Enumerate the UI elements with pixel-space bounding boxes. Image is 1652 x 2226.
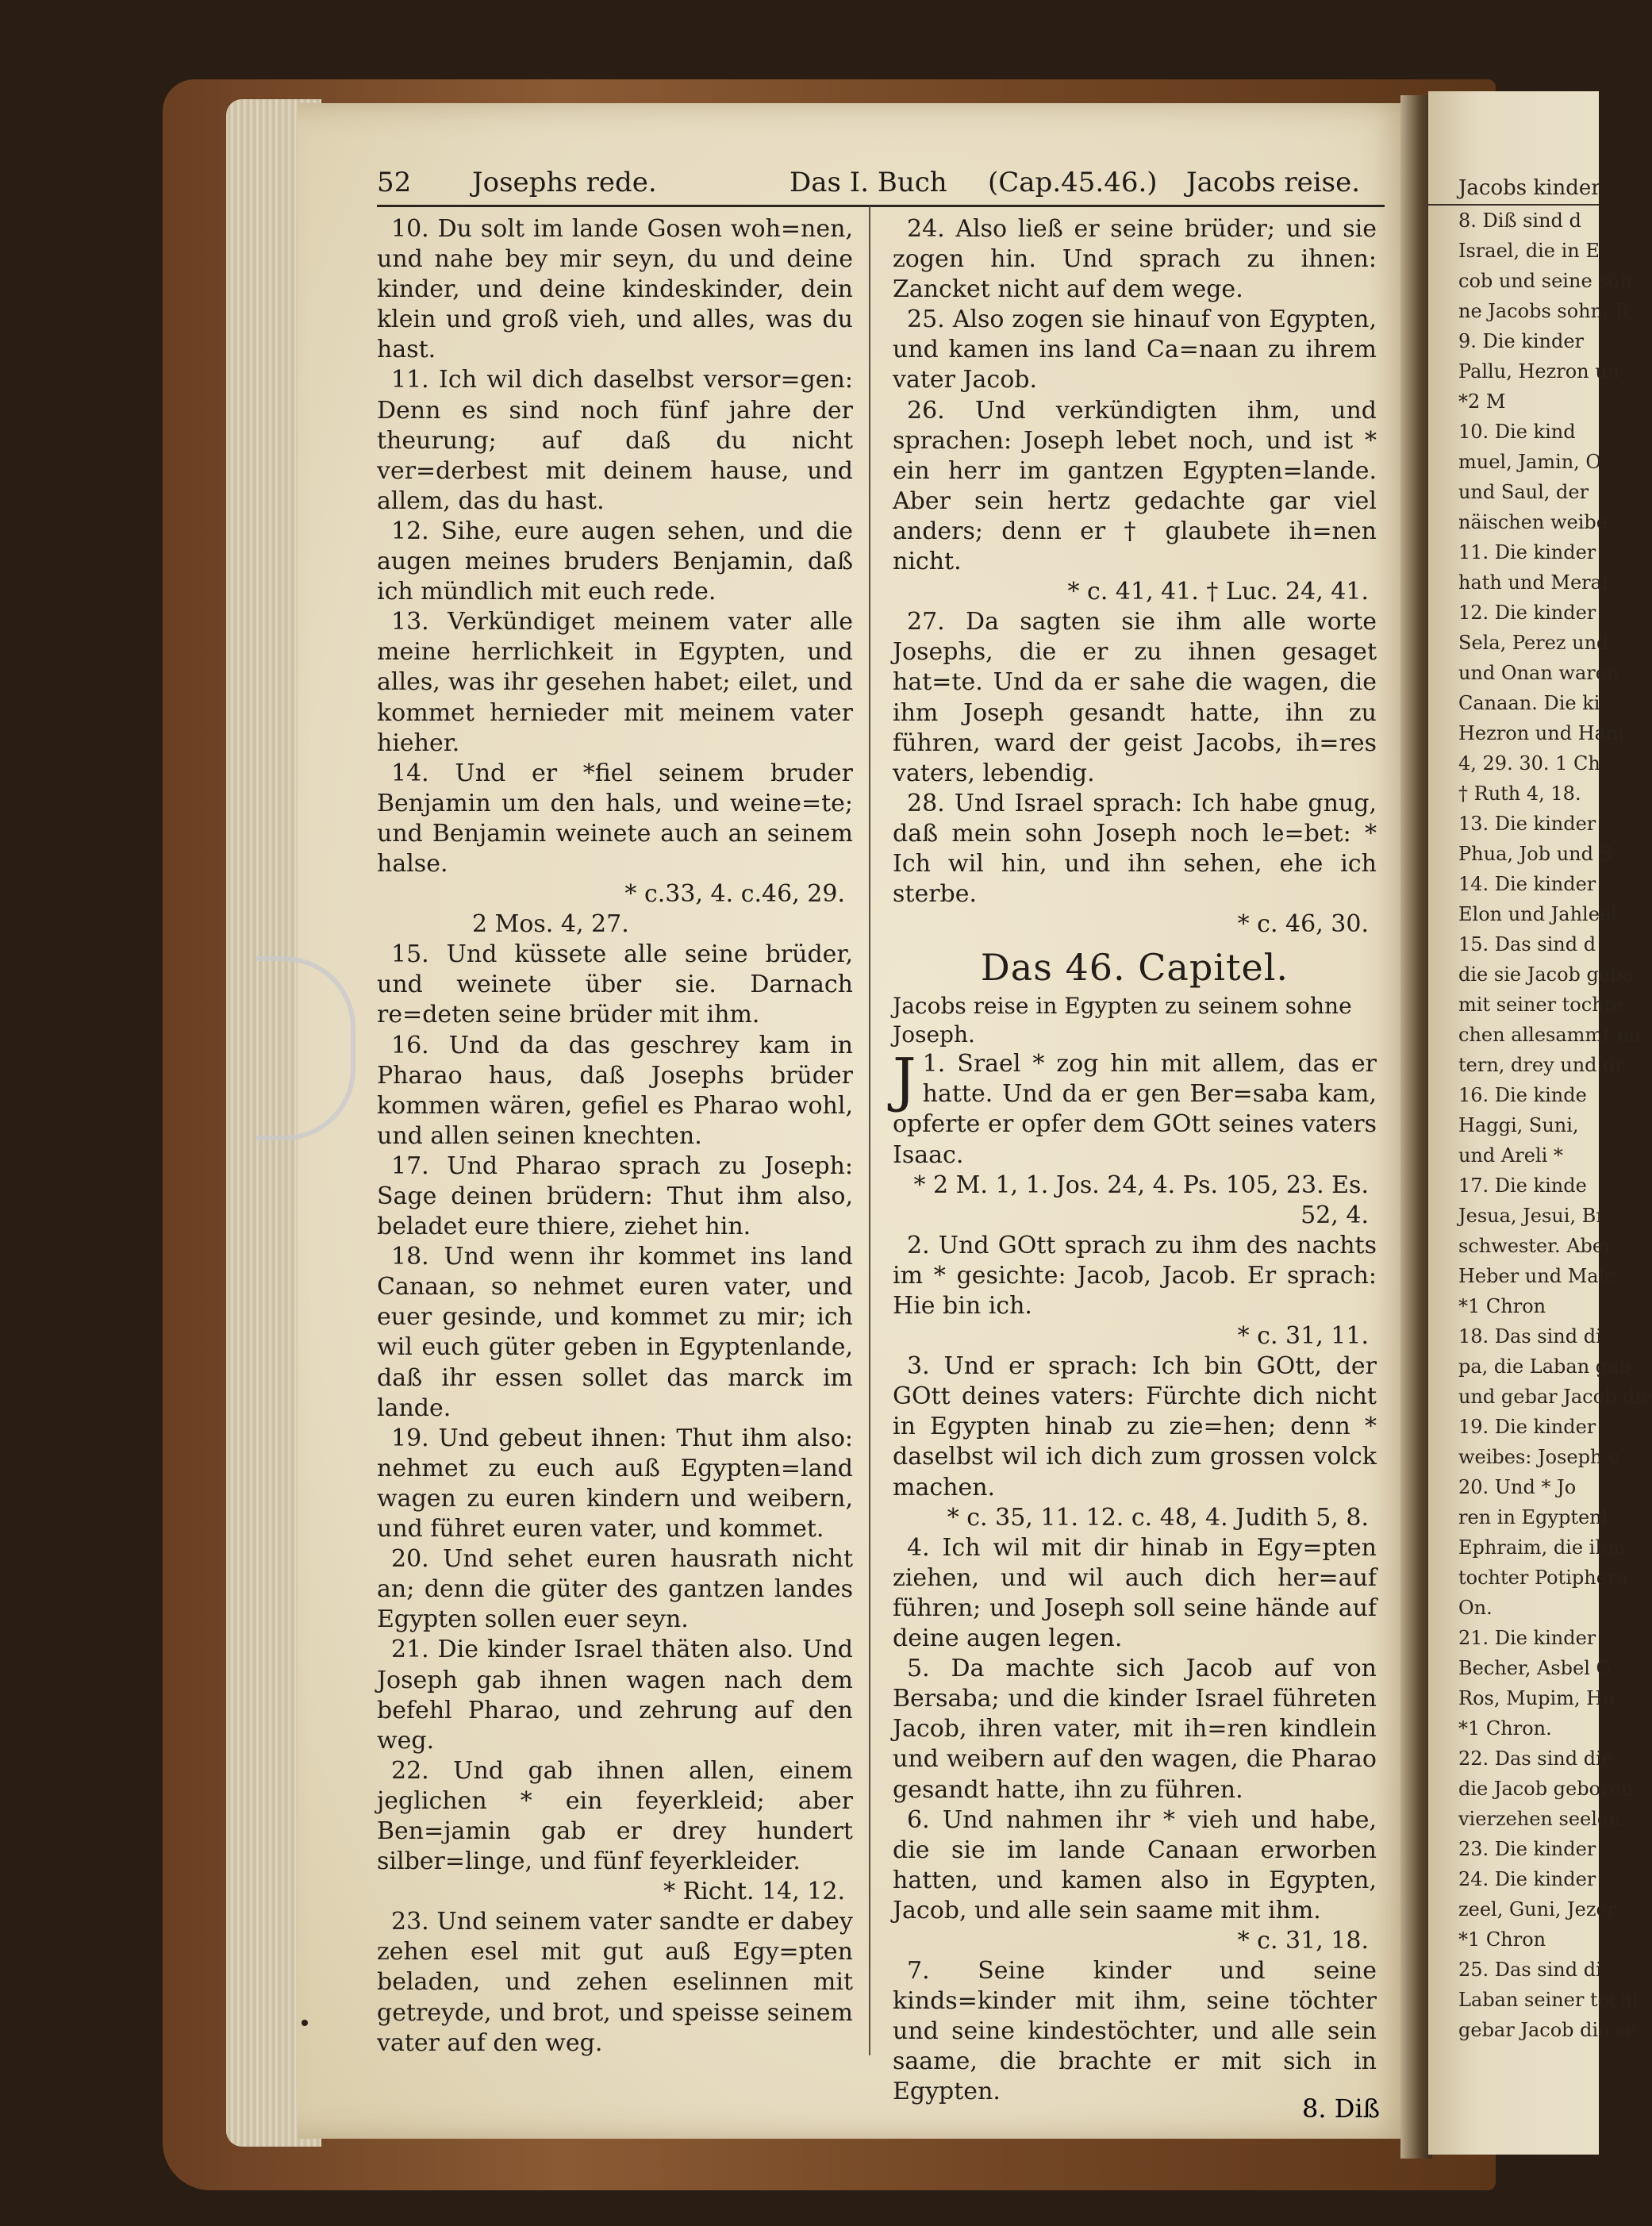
chapter-range: (Cap.45.46.): [988, 167, 1158, 198]
drop-cap: J: [893, 1046, 916, 1115]
facing-page-line: Laban seiner tocht: [1458, 1989, 1640, 2011]
facing-page-line: gebar Jacob die se: [1458, 2019, 1637, 2041]
facing-page-line: 10. Die kind: [1458, 421, 1576, 443]
verse: 4. Ich wil mit dir hinab in Egy=pten ziehen, und wil auch dich her=auf führen; und Joseph soll seine hände auf deine augen legen.: [893, 1533, 1377, 1653]
facing-page-line: 14. Die kinder: [1458, 873, 1596, 895]
verse: 14. Und er *fiel seinem bruder Benjamin um den hals, und weine=te; und Benjamin weinete auch an seinem halse.: [377, 759, 853, 878]
facing-page-line: *1 Chron: [1458, 1295, 1546, 1317]
book-title: Das I. Buch: [790, 167, 947, 198]
verse: 27. Da sagten sie ihm alle worte Josephs, die er zu ihnen gesaget hat=te. Und da er sahe die wagen, die ihm Joseph gesandt hatte, ihn zu führen, ward der geist Jacobs, ih=res vaters, lebendig.: [893, 608, 1377, 787]
facing-page-line: Sela, Perez und: [1458, 632, 1609, 654]
facing-page-line: 22. Das sind die: [1458, 1747, 1613, 1770]
facing-page-line: Jesua, Jesui, Br: [1458, 1205, 1605, 1227]
facing-page-line: hath und Merar: [1458, 571, 1612, 594]
facing-page-line: tochter Potiphera: [1458, 1567, 1628, 1589]
verse: 10. Du solt im lande Gosen woh=nen, und nahe bey mir seyn, du und deine kinder, und deine kindeskinder, dein klein und groß vieh, und alles, was du hast.: [377, 215, 853, 364]
facing-page-line: ren in Egyptenl: [1458, 1506, 1608, 1528]
facing-page-line: Heber und Malc: [1458, 1265, 1616, 1287]
cross-reference: * c. 31, 11.: [1237, 1322, 1369, 1351]
left-running-title: Josephs rede.: [472, 167, 657, 198]
verse: 2. Und GOtt sprach zu ihm des nachts im * gesichte: Jacob, Jacob. Er sprach: Hie bin ich.: [893, 1231, 1377, 1320]
facing-page-line: Canaan. Die ki: [1458, 692, 1600, 714]
verse-one: [893, 1046, 1377, 1170]
column-divider: [869, 206, 870, 2055]
facing-page-line: On.: [1458, 1597, 1493, 1619]
facing-page-line: chen allesammt mi: [1458, 1024, 1641, 1046]
facing-page-line: 4, 29. 30. 1 Ch: [1458, 752, 1600, 775]
verse: 5. Da machte sich Jacob auf von Bersaba; und die kinder Israel führeten Jacob, ihren vater, mit ih=ren kindlein und weibern auf den wagen, die Pharao gesandt hatte, ihn zu führen.: [893, 1655, 1377, 1804]
facing-page-line: 16. Die kinde: [1458, 1084, 1587, 1106]
verse: 19. Und gebeut ihnen: Thut ihm also: nehmet zu euch auß Egypten=land wagen zu euren kindern und weibern, und führet euren vater, und kommet.: [377, 1424, 853, 1544]
facing-page-line: die Jacob geboren: [1458, 1778, 1634, 1800]
verse: 12. Sihe, eure augen sehen, und die augen meines bruders Benjamin, daß ich mündlich mit euch rede.: [377, 517, 853, 606]
cross-reference: * c. 35, 11. 12. c. 48, 4. Judith 5, 8.: [947, 1503, 1369, 1532]
cross-reference: * c. 41, 41. † Luc. 24, 41.: [1067, 578, 1369, 606]
facing-page-line: *1 Chron.: [1458, 1717, 1552, 1740]
facing-page-line: Elon und Jahleel.: [1458, 903, 1623, 925]
left-column: [377, 214, 853, 2059]
facing-page-line: 9. Die kinder: [1458, 330, 1584, 352]
verse: 21. Die kinder Israel thäten also. Und Joseph gab ihnen wagen nach dem befehl Pharao, und zehrung auf den weg.: [377, 1636, 853, 1755]
facing-page-line: vierzehen seelen.: [1458, 1808, 1627, 1830]
facing-page-line: Haggi, Suni,: [1458, 1114, 1579, 1136]
verse: 25. Also zogen sie hinauf von Egypten, und kamen ins land Ca=naan zu ihrem vater Jacob.: [893, 306, 1377, 394]
facing-page-line: Ros, Mupim, Hu: [1458, 1687, 1616, 1709]
verse: 7. Seine kinder und seine kinds=kinder mit ihm, seine töchter und seine kindestöchter, und alle sein saame, die brachte er mit sich in Egypten.: [893, 1957, 1377, 2106]
facing-page-line: und gebar Jacob die: [1458, 1386, 1652, 1408]
facing-page-line: weibes: Joseph u: [1458, 1446, 1621, 1468]
catchword: 8. Diß: [1302, 2093, 1380, 2124]
facing-page-line: die sie Jacob geba: [1458, 963, 1634, 986]
page-content: [377, 157, 1385, 2125]
facing-page-line: 24. Die kinder: [1458, 1868, 1596, 1890]
verse: 3. Und er sprach: Ich bin GOtt, der GOtt deines vaters: Fürchte dich nicht in Egypten hinab zu zie=hen; denn * daselbst wil ich dich zum grossen volck machen.: [893, 1352, 1377, 1501]
facing-page-text: [1428, 206, 1652, 2045]
paper-clip: [255, 956, 355, 1140]
facing-page-line: muel, Jamin, O: [1458, 451, 1602, 473]
facing-page-line: 17. Die kinde: [1458, 1175, 1587, 1197]
facing-page-line: cob und seine söh: [1458, 270, 1632, 292]
right-running-title: Jacobs reise.: [1186, 167, 1361, 198]
facing-page-line: 8. Diß sind d: [1458, 210, 1581, 232]
facing-page-line: Hezron und Ham: [1458, 722, 1624, 744]
book-gutter: [1400, 95, 1432, 2159]
facing-page-line: Pallu, Hezron un: [1458, 360, 1620, 383]
cross-reference: * c. 31, 18.: [1237, 1926, 1369, 1955]
verse: 20. Und sehet euren hausrath nicht an; denn die güter des gantzen landes Egypten sollen euer seyn.: [377, 1545, 853, 1634]
cross-reference: 2 Mos. 4, 27.: [472, 910, 629, 939]
cross-reference: * c. 46, 30.: [1237, 910, 1369, 939]
cross-reference: * 2 M. 1, 1. Jos. 24, 4. Ps. 105, 23. Es. 52, 4.: [913, 1171, 1369, 1229]
facing-page-line: Phua, Job und S: [1458, 843, 1613, 865]
facing-page-line: 18. Das sind di: [1458, 1325, 1602, 1348]
chapter-heading: Das 46. Capitel.: [980, 946, 1289, 990]
facing-page-line: Becher, Asbel G: [1458, 1657, 1612, 1679]
book-page: [298, 103, 1416, 2139]
verse: 24. Also ließ er seine brüder; und sie zogen hin. Und sprach zu ihnen: Zancket nicht auf dem wege.: [893, 215, 1377, 304]
verse: 28. Und Israel sprach: Ich habe gnug, daß mein sohn Joseph noch le=bet: * Ich wil hin, und ihn sehen, ehe ich sterbe.: [893, 789, 1377, 909]
facing-page-line: † Ruth 4, 18.: [1458, 782, 1581, 805]
facing-page-line: zeel, Guni, Jezer: [1458, 1898, 1617, 1920]
facing-page-line: schwester. Aber: [1458, 1235, 1613, 1257]
verse: 22. Und gab ihnen allen, einem jeglichen * ein feyerkleid; aber Ben=jamin gab er drey hundert silber=linge, und fünf feyerkleider.: [377, 1756, 853, 1876]
verse: 6. Und nahmen ihr * vieh und habe, die sie im lande Canaan erworben hatten, und kamen also in Egypten, Jacob, und alle sein saame mit ihm.: [893, 1805, 1377, 1924]
facing-page-line: 21. Die kinder: [1458, 1627, 1596, 1649]
facing-page-line: 23. Die kinder: [1458, 1838, 1596, 1860]
verse: 11. Ich wil dich daselbst versor=gen: Denn es sind noch fünf jahre der theurung; auf daß du nicht ver=derbest mit deinem hause, und allem, das du hast.: [377, 366, 853, 515]
right-column: [893, 214, 1377, 2108]
facing-page-line: *2 M: [1458, 390, 1506, 413]
verse-text: Srael * zog hin mit allem, das er hatte. Und da er gen Ber=saba kam, opferte er opfer dem GOtt seines vaters Isaac.: [893, 1050, 1377, 1169]
facing-page-header: Jacobs kinder: [1428, 172, 1599, 206]
running-header: [377, 157, 1385, 207]
facing-page-line: 20. Und * Jo: [1458, 1476, 1577, 1498]
facing-page-line: pa, die Laban gab: [1458, 1355, 1631, 1378]
facing-page-line: ne Jacobs sohn, R: [1458, 300, 1630, 322]
verse: 26. Und verkündigten ihm, und sprachen: Joseph lebet noch, und ist * ein herr im gantzen Egypten=lande. Aber sein hertz gedachte gar viel anders; denn er † glaubete ih=nen nicht.: [893, 396, 1377, 576]
chapter-summary: Jacobs reise in Egypten zu seinem sohne Joseph.: [893, 993, 1352, 1048]
facing-page-line: Israel, die in E: [1458, 240, 1600, 262]
verse: 23. Und seinem vater sandte er dabey zehen esel mit gut auß Egy=pten beladen, und zehen eselinnen mit getreyde, und brot, und speisse seinem vater auf den weg.: [377, 1908, 853, 2057]
cross-reference: * Richt. 14, 12.: [663, 1878, 845, 1906]
facing-page-line: 19. Die kinder: [1458, 1416, 1596, 1438]
facing-page-line: 12. Die kinder: [1458, 602, 1596, 624]
facing-page-line: Ephraim, die ihm: [1458, 1536, 1626, 1559]
facing-page-line: 25. Das sind di: [1458, 1959, 1602, 1981]
verse: 13. Verkündiget meinem vater alle meine herrlichkeit in Egypten, und alles, was ihr gesehen habet; eilet, und kommet hernieder mit meinem vater hieher.: [377, 608, 853, 757]
facing-page-line: und Saul, der: [1458, 481, 1589, 503]
page-number: 52: [377, 167, 412, 198]
verse-number: 1.: [922, 1050, 946, 1078]
facing-page-line: und Onan waren: [1458, 662, 1619, 684]
verse: 16. Und da das geschrey kam in Pharao haus, daß Josephs brüder kommen wären, gefiel es Pharao wohl, und allen seinen knechten.: [377, 1031, 853, 1150]
verse: 15. Und küssete alle seine brüder, und weinete über sie. Darnach re=deten seine brüder mit ihm.: [377, 940, 853, 1029]
verse: 18. Und wenn ihr kommet ins land Canaan, so nehmet euren vater, und euer gesinde, und kommet zu mir; ich wil euch güter geben in Egyptenlande, daß ihr essen sollet das marck im lande.: [377, 1243, 853, 1422]
facing-page-line: näischen weibe.: [1458, 511, 1614, 533]
facing-page-line: *1 Chron: [1458, 1928, 1546, 1951]
verse: 17. Und Pharao sprach zu Joseph: Sage deinen brüdern: Thut ihm also, beladet eure thiere, ziehet hin.: [377, 1151, 853, 1241]
cross-reference: * c.33, 4. c.46, 29.: [624, 880, 845, 909]
facing-page-line: mit seiner tochte: [1458, 994, 1623, 1016]
facing-page: [1428, 91, 1652, 2155]
ink-spot: [302, 2020, 308, 2026]
facing-page-line: 13. Die kinder: [1458, 813, 1596, 835]
facing-page-line: 11. Die kinder: [1458, 541, 1596, 563]
facing-page-line: 15. Das sind d: [1458, 933, 1596, 955]
facing-page-line: tern, drey und dr: [1458, 1054, 1625, 1076]
facing-page-line: und Areli *: [1458, 1144, 1563, 1167]
